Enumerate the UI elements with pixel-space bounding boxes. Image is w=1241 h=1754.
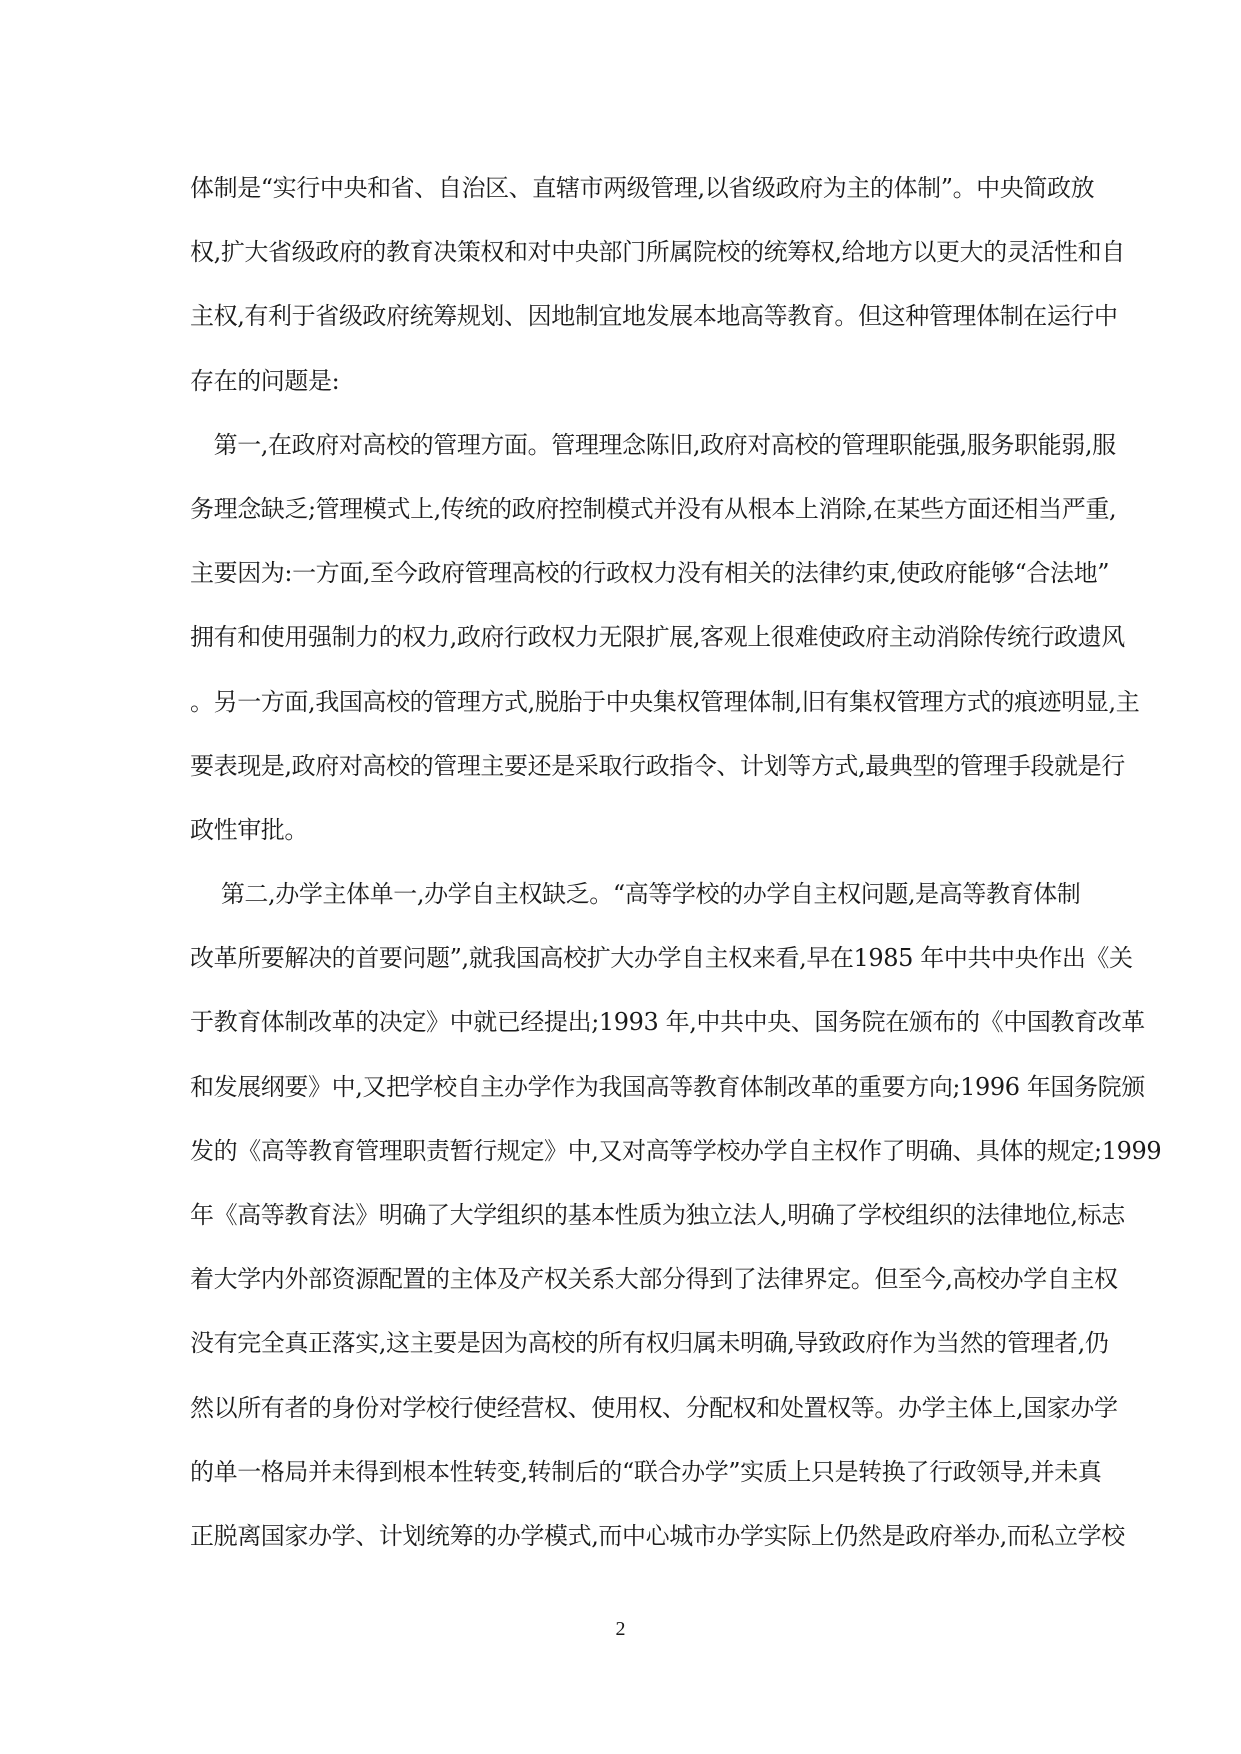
text-line: 改革所要解决的首要问题”,就我国高校扩大办学自主权来看,早在1985 年中共中央作出《关 (190, 944, 1133, 973)
text-line: 正脱离国家办学、计划统筹的办学模式,而中心城市办学实际上仍然是政府举办,而私立学校 (190, 1521, 1125, 1550)
text-line: 政性审批。 (190, 815, 308, 844)
text-line: 没有完全真正落实,这主要是因为高校的所有权归属未明确,导致政府作为当然的管理者,仍 (190, 1329, 1109, 1358)
text-line: 拥有和使用强制力的权力,政府行政权力无限扩展,客观上很难使政府主动消除传统行政遗风 (190, 623, 1125, 652)
text-line: 。另一方面,我国高校的管理方式,脱胎于中央集权管理体制,旧有集权管理方式的痕迹明显,主 (190, 687, 1140, 716)
text-line: 要表现是,政府对高校的管理主要还是采取行政指令、计划等方式,最典型的管理手段就是行 (190, 751, 1125, 780)
text-line: 务理念缺乏;管理模式上,传统的政府控制模式并没有从根本上消除,在某些方面还相当严重, (190, 494, 1117, 523)
text-line: 于教育体制改革的决定》中就已经提出;1993 年,中共中央、国务院在颁布的《中国教育改革 (190, 1008, 1145, 1037)
text-line: 然以所有者的身份对学校行使经营权、使用权、分配权和处置权等。办学主体上,国家办学 (190, 1393, 1118, 1422)
text-line: 和发展纲要》中,又把学校自主办学作为我国高等教育体制改革的重要方向;1996 年国务院颁 (190, 1072, 1145, 1101)
text-line: 着大学内外部资源配置的主体及产权关系大部分得到了法律界定。但至今,高校办学自主权 (190, 1265, 1118, 1294)
body-text (190, 156, 1162, 1568)
text-line: 体制是“实行中央和省、自治区、直辖市两级管理,以省级政府为主的体制”。中央简政放 (190, 174, 1095, 202)
text-line: 第二,办学主体单一,办学自主权缺乏。“高等学校的办学自主权问题,是高等教育体制 (190, 880, 1081, 909)
text-line: 主权,有利于省级政府统筹规划、因地制宜地发展本地高等教育。但这种管理体制在运行中 (190, 302, 1118, 331)
text-line: 存在的问题是: (190, 366, 340, 395)
text-line: 年《高等教育法》明确了大学组织的基本性质为独立法人,明确了学校组织的法律地位,标志 (190, 1201, 1125, 1229)
text-line: 发的《高等教育管理职责暂行规定》中,又对高等学校办学自主权作了明确、具体的规定;1999 (190, 1136, 1162, 1165)
text-line: 的单一格局并未得到根本性转变,转制后的“联合办学”实质上只是转换了行政领导,并未真 (190, 1457, 1102, 1486)
text-line: 权,扩大省级政府的教育决策权和对中央部门所属院校的统筹权,给地方以更大的灵活性和自 (190, 238, 1125, 267)
text-line: 主要因为:一方面,至今政府管理高校的行政权力没有相关的法律约束,使政府能够“合法地” (190, 559, 1110, 588)
page-number: 2 (615, 1618, 626, 1640)
text-line: 第一,在政府对高校的管理方面。管理理念陈旧,政府对高校的管理职能强,服务职能弱,服 (190, 430, 1116, 459)
